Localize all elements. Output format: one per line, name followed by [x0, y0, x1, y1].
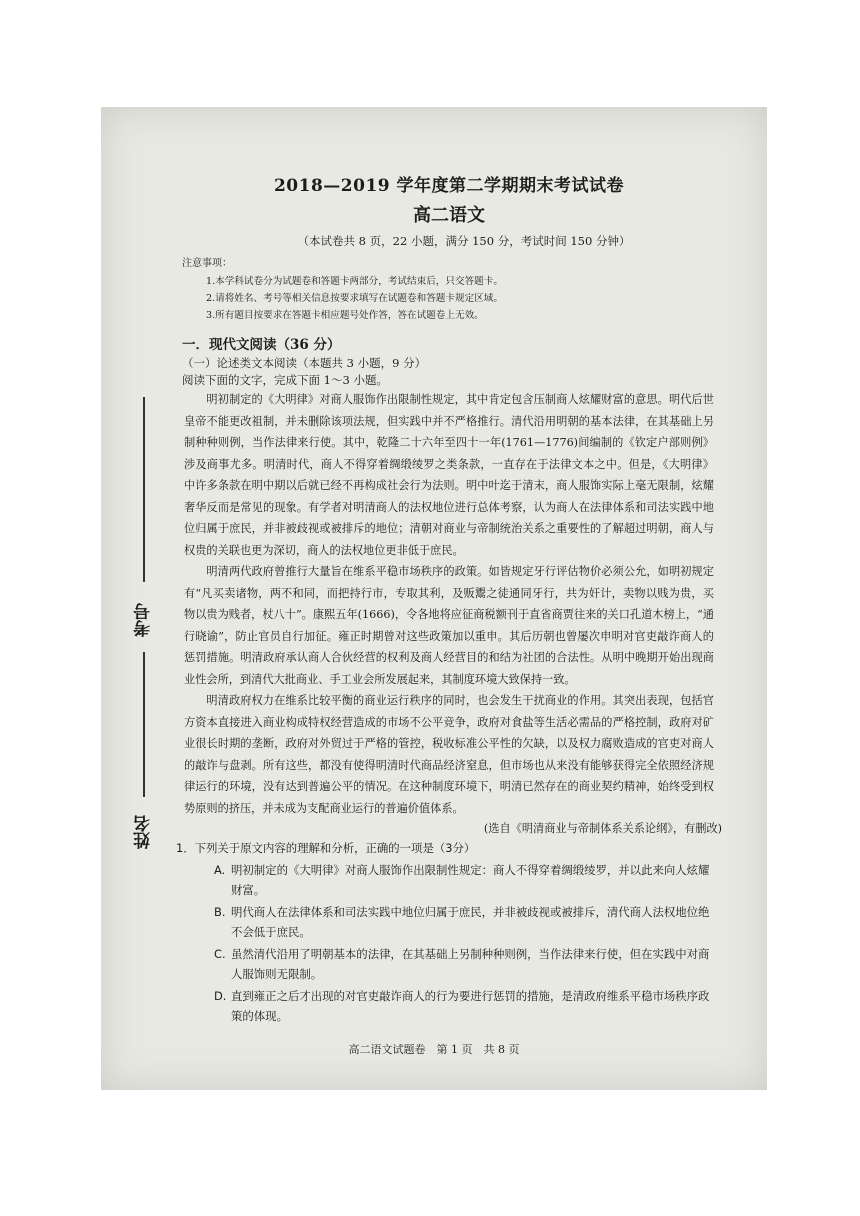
passage-paragraph: 明初制定的《大明律》对商人服饰作出限制性规定，其中肯定包含压制商人炫耀财富的意思。明代后世皇帝不能更改祖制，并未删除该项法规，但实践中并不严格推行。清代沿用明朝的基本法律，在其基础上另制种种则例，当作法律来行使。其中，乾隆二十六年至四十一年(1761—1776)间编制的《钦定户部则例》涉及商事尤多。明清时代，商人不得穿着绸缎绫罗之类条款，一直存在于法律文本之中。但是，《大明律》中许多条款在明中期以后就已经不再构成社会行为法则。明中叶迄于清末，商人服饰实际上毫无限制，炫耀奢华反而是常见的现象。有学者对明清商人的法权地位进行总体考察，认为商人在法律体系和司法实践中地位归属于庶民，并非被歧视或被排斥的地位；清朝对商业与帝制统治关系之重要性的了解超过明朝，商人与权贵的关联也更为深切，商人的法权地位更非低于庶民。 [184, 393, 714, 557]
option-letter: A. [214, 863, 226, 877]
option-a [214, 860, 714, 900]
option-letter: C. [214, 947, 226, 961]
option-text: 明初制定的《大明律》对商人服饰作出限制性规定：商人不得穿着绸缎绫罗，并以此来向人炫耀财富。 [231, 863, 710, 897]
exam-info: （本试卷共 8 页，22 小题，满分 150 分，考试时间 150 分钟） [297, 234, 631, 248]
option-letter: B. [214, 905, 226, 919]
question-1 [176, 838, 714, 1026]
notice-title: 注意事项： [182, 258, 232, 269]
name-label: 姓名 [134, 815, 154, 849]
page-footer: 高二语文试题卷 第 1 页 共 8 页 [348, 1043, 520, 1056]
exam-paper [101, 107, 767, 1090]
passage-paragraph: 明清政府权力在维系比较平衡的商业运行秩序的同时，也会发生干扰商业的作用。其突出表现，包括官方资本直接进入商业构成特权经营造成的市场不公平竞争，政府对食盐等生活必需品的严格控制，政府对矿业很长时期的垄断，政府对外贸过于严格的管控，税收标准公平性的欠缺，以及权力腐败造成的官吏对商人的敲诈与盘剥。所有这些，都没有使得明清时代商品经济窒息，但市场也从来没有能够获得完全依照经济规律运行的环境，没有达到普遍公平的情况。在这种制度环境下，明清已然存在的商业契约精神，始终受到权势原则的挤压，并未成为支配商业运行的普遍价值体系。 [184, 694, 714, 815]
question-stem: 1．下列关于原文内容的理解和分析，正确的一项是（3分） [176, 841, 476, 855]
option-d [214, 986, 714, 1026]
option-b [214, 902, 714, 942]
exam-number-line [143, 397, 145, 582]
option-text: 虽然清代沿用了明朝基本的法律，在其基础上另制种种则例，当作法律来行使，但在实践中对商人服饰则无限制。 [231, 947, 710, 981]
option-letter: D. [214, 989, 227, 1003]
passage-source: (选自《明清商业与帝制体系关系论纲》，有删改) [483, 822, 722, 835]
passage-paragraph: 明清两代政府曾推行大量旨在维系平稳市场秩序的政策。如皆规定牙行评估物价必须公允，如明初规定有“凡买卖诸物，两不和同，而把持行市，专取其利，及贩鬻之徒通同牙行，共为奸计，卖物以贱为贵，买物以贵为贱者，杖八十”。康熙五年(1666)，令各地将应征商税额刊于直省商贾往来的关口孔道木榜上，“通行晓谕”，防止官员自行加征。雍正时期曾对这些政策加以重申。其后历朝也曾屡次申明对官吏敲诈商人的惩罚措施。明清政府承认商人合伙经营的权利及商人经营目的和结为社团的合法性。从明中晚期开始出现商业性会所，到清代大批商业、手工业会所发展起来，其制度环境大致保持一致。 [184, 565, 714, 686]
reading-instruction: 阅读下面的文字，完成下面 1～3 小题。 [182, 373, 388, 387]
paper-content [176, 175, 722, 1026]
option-text: 明代商人在法律体系和司法实践中地位归属于庶民，并非被歧视或被排斥，清代商人法权地位绝不会低于庶民。 [231, 905, 710, 939]
subsection-heading: （一）论述类文本阅读（本题共 3 小题，9 分） [182, 356, 427, 370]
option-text: 直到雍正之后才出现的对官吏敲诈商人的行为要进行惩罚的措施，是清政府维系平稳市场秩序政策的体现。 [231, 989, 710, 1023]
option-c [214, 944, 714, 984]
notice-item: 3.所有题目按要求在答题卡相应题号处作答，答在试题卷上无效。 [206, 310, 484, 321]
exam-title: 2018—2019 学年度第二学期期末考试试卷 [273, 176, 625, 196]
notice-item: 1.本学科试卷分为试题卷和答题卡两部分，考试结束后，只交答题卡。 [206, 276, 503, 287]
name-line [143, 652, 145, 797]
exam-number-label: 考号 [134, 603, 154, 637]
notice-list [206, 273, 714, 324]
notice-item: 2.请将姓名、考号等相关信息按要求填写在试题卷和答题卡规定区域。 [206, 293, 503, 304]
subject-title: 高二语文 [413, 205, 485, 226]
section-heading: 一．现代文阅读（36 分） [182, 337, 341, 353]
